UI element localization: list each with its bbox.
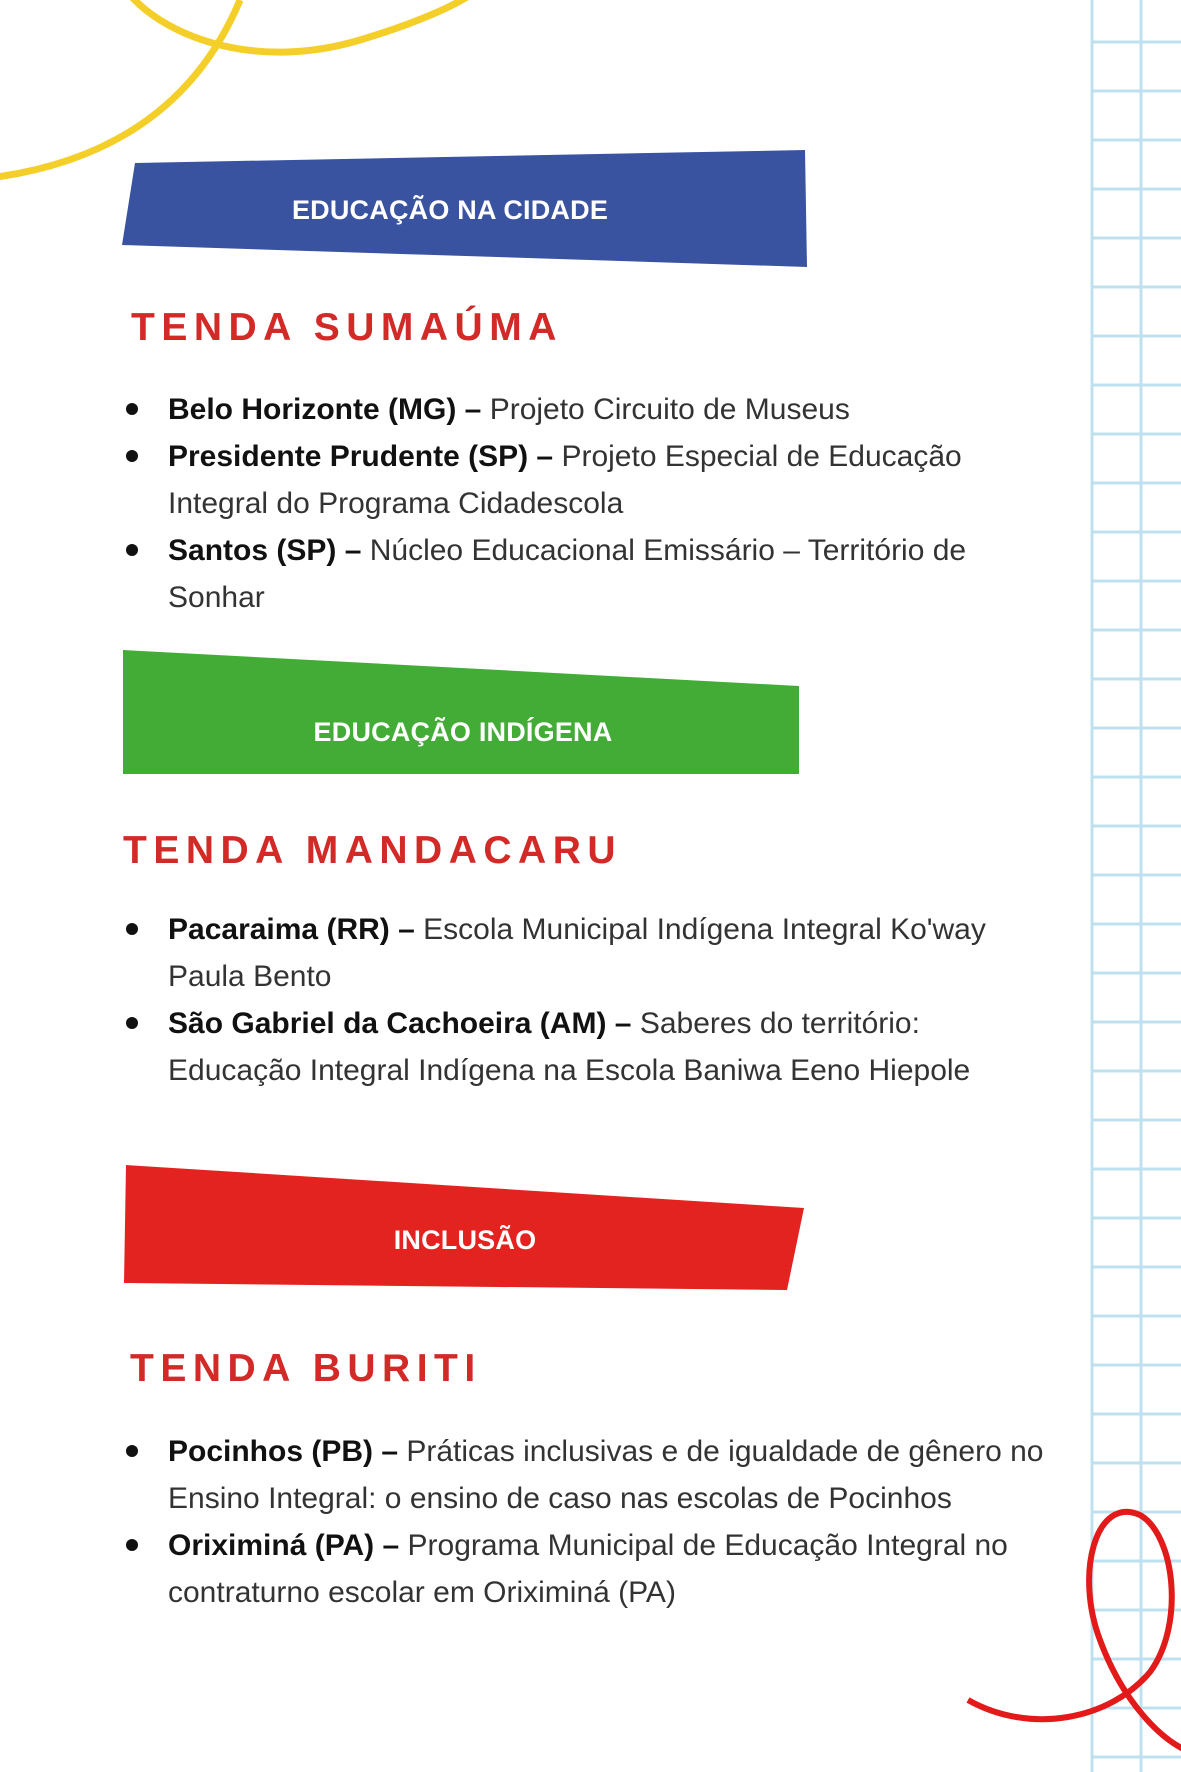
- project-list: [124, 386, 1044, 621]
- item-description: Escola Municipal Indígena Integral Ko'way Paula Bento: [168, 913, 986, 993]
- item-place: Santos (SP) –: [168, 534, 362, 567]
- category-banner: [120, 145, 810, 275]
- item-place: São Gabriel da Cachoeira (AM) –: [168, 1007, 632, 1040]
- project-list: [124, 1428, 1044, 1616]
- section-title: TENDA MANDACARU: [123, 829, 623, 872]
- section-title: TENDA SUMAÚMA: [131, 306, 563, 349]
- banner-label: EDUCAÇÃO NA CIDADE: [291, 194, 609, 225]
- list-item: [124, 386, 1044, 433]
- item-description: Projeto Circuito de Museus: [489, 393, 850, 426]
- item-description: Núcleo Educacional Emissário – Território de Sonhar: [168, 534, 967, 614]
- item-description: Saberes do território: Educação Integral Indígena na Escola Baniwa Eeno Hiepole: [168, 1007, 971, 1087]
- category-banner: [124, 1165, 806, 1291]
- notebook-grid: [1092, 0, 1181, 1772]
- project-list: [124, 906, 1044, 1094]
- list-item: [124, 527, 1044, 621]
- bullet-icon: [126, 923, 138, 935]
- item-description: Práticas inclusivas e de igualdade de gênero no Ensino Integral: o ensino de caso nas escolas de Pocinhos: [168, 1435, 1044, 1515]
- list-item: [124, 433, 1044, 527]
- bullet-icon: [126, 1017, 138, 1029]
- list-item: [124, 1000, 1044, 1094]
- item-description: Programa Municipal de Educação Integral no contraturno escolar em Oriximiná (PA): [168, 1529, 1008, 1609]
- item-place: Oriximiná (PA) –: [168, 1529, 400, 1562]
- list-item: [124, 906, 1044, 1000]
- item-place: Presidente Prudente (SP) –: [168, 440, 554, 473]
- item-place: Pacaraima (RR) –: [168, 913, 415, 946]
- yellow-doodle-loop: [130, 0, 470, 52]
- item-place: Belo Horizonte (MG) –: [168, 393, 482, 426]
- bullet-icon: [126, 450, 138, 462]
- banner-label: INCLUSÃO: [393, 1224, 537, 1255]
- item-description: Projeto Especial de Educação Integral do Programa Cidadescola: [168, 440, 962, 520]
- list-item: [124, 1522, 1044, 1616]
- bullet-icon: [126, 544, 138, 556]
- bullet-icon: [126, 403, 138, 415]
- bullet-icon: [126, 1445, 138, 1457]
- section-title: TENDA BURITI: [130, 1347, 482, 1390]
- category-banner: [123, 648, 803, 776]
- banner-label: EDUCAÇÃO INDÍGENA: [313, 716, 613, 747]
- item-place: Pocinhos (PB) –: [168, 1435, 399, 1468]
- bullet-icon: [126, 1539, 138, 1551]
- list-item: [124, 1428, 1044, 1522]
